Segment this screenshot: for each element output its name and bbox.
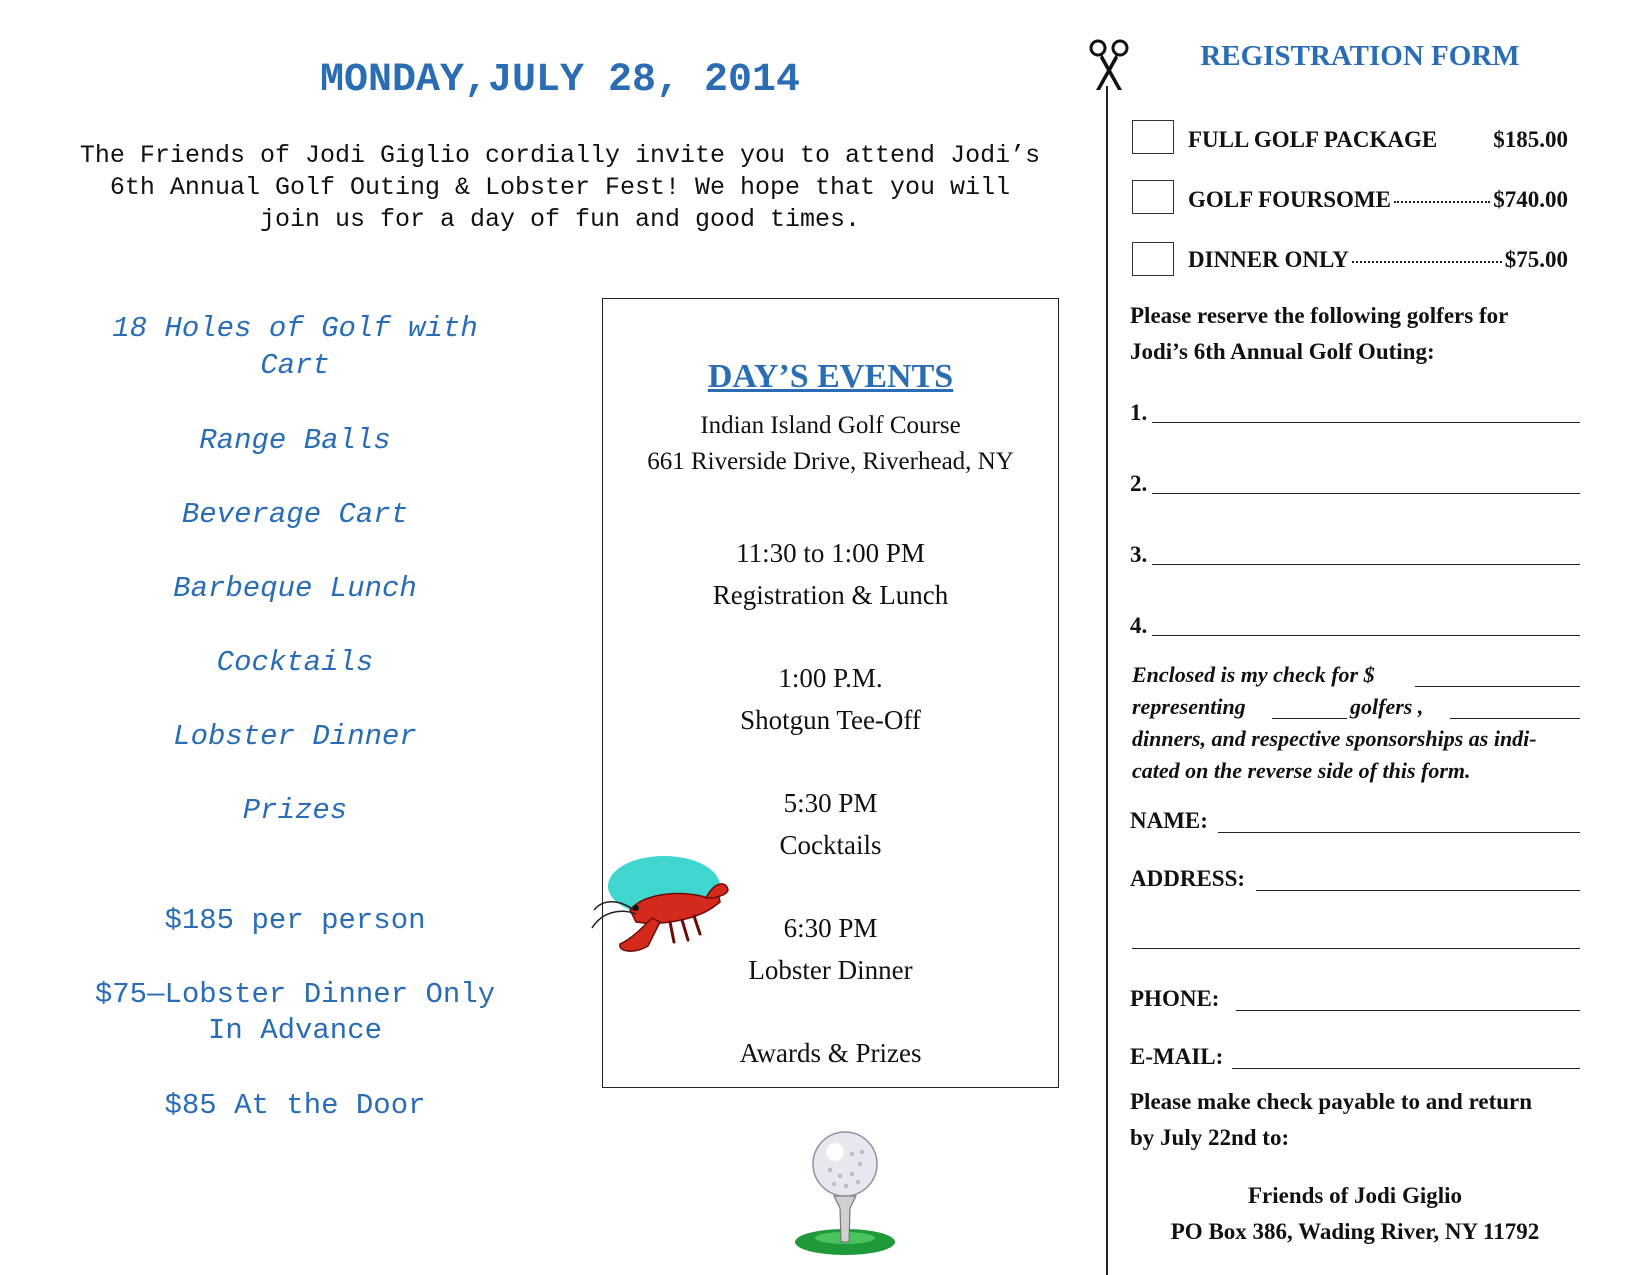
schedule-time-4: 6:30 PM (783, 913, 878, 943)
schedule-time-1: 11:30 to 1:00 PM (736, 538, 925, 568)
event-date-heading: MONDAY,JULY 28, 2014 (319, 58, 801, 103)
payee-name: Friends of Jodi Giglio (1247, 1183, 1463, 1208)
option-full-golf-package (1188, 127, 1568, 153)
reserve-golfers-text: Please reserve the following golfers for (1130, 303, 1509, 328)
check-amount-field[interactable] (1415, 686, 1580, 687)
days-events-title: DAY’S EVENTS (707, 358, 954, 395)
name-field[interactable] (1218, 832, 1580, 833)
amenity-golf-cart: Cart (260, 349, 330, 382)
option-name: FULL GOLF PACKAGE (1188, 127, 1438, 152)
venue-address: 661 Riverside Drive, Riverhead, NY (647, 448, 1014, 475)
amenity-lobster-dinner: Lobster Dinner (173, 720, 417, 753)
schedule-closing: Awards & Prizes (739, 1038, 922, 1068)
golf-ball-on-tee-icon (790, 1124, 900, 1264)
option-golf-foursome (1188, 187, 1568, 213)
schedule-label-2: Shotgun Tee-Off (740, 705, 921, 735)
schedule-label-3: Cocktails (779, 830, 882, 860)
address-label: ADDRESS: (1130, 866, 1246, 891)
dinner-only-checkbox[interactable] (1132, 242, 1174, 276)
address-field[interactable] (1256, 890, 1580, 891)
address-field-line-2[interactable] (1132, 948, 1580, 949)
schedule-time-2: 1:00 P.M. (778, 663, 883, 693)
golfer-1-field[interactable] (1152, 422, 1580, 423)
invitation-text: The Friends of Jodi Giglio cordially invite you to attend Jodi’s 6th Annual Golf Outing & Lobster Fest! We hope that you will join us for a day of fun and good times. (79, 141, 1041, 234)
reverse-side-text: cated on the reverse side of this form. (1132, 758, 1471, 783)
cut-line (1106, 86, 1108, 1275)
golfer-2-field[interactable] (1152, 493, 1580, 494)
golfer-4-field[interactable] (1152, 635, 1580, 636)
amenity-barbeque-lunch: Barbeque Lunch (173, 572, 417, 605)
sponsorship-text: dinners, and respective sponsorships as indi- (1132, 726, 1537, 751)
schedule-label-4: Lobster Dinner (748, 955, 913, 985)
golfer-3-number: 3. (1130, 542, 1148, 567)
full-golf-package-checkbox[interactable] (1132, 120, 1174, 154)
amenity-range-balls: Range Balls (199, 424, 391, 457)
registration-form-title: REGISTRATION FORM (1200, 40, 1520, 72)
golfer-4-number: 4. (1130, 613, 1148, 638)
amenity-beverage-cart: Beverage Cart (181, 498, 409, 531)
option-name: GOLF FOURSOME (1188, 187, 1391, 212)
amenity-prizes: Prizes (242, 794, 348, 827)
price-dinner-only: $75—Lobster Dinner Only (94, 978, 496, 1011)
payable-instructions: Please make check payable to and return (1130, 1089, 1533, 1114)
option-price: $740.00 (1493, 187, 1568, 212)
option-price: $185.00 (1493, 127, 1568, 152)
golfer-3-field[interactable] (1152, 564, 1580, 565)
payee-address: PO Box 386, Wading River, NY 11792 (1170, 1219, 1540, 1244)
amenity-golf: 18 Holes of Golf with (112, 312, 478, 345)
amenity-cocktails: Cocktails (216, 646, 374, 679)
golf-foursome-checkbox[interactable] (1132, 180, 1174, 214)
lobster-illustration (590, 852, 730, 960)
golfer-2-number: 2. (1130, 471, 1148, 496)
email-label: E-MAIL: (1130, 1044, 1224, 1069)
return-deadline: by July 22nd to: (1130, 1125, 1290, 1150)
reserve-golfers-text-2: Jodi’s 6th Annual Golf Outing: (1130, 339, 1435, 364)
option-price: $75.00 (1504, 247, 1568, 272)
check-amount-label: Enclosed is my check for $ (1132, 662, 1375, 687)
dinner-count-field[interactable] (1450, 718, 1580, 719)
schedule-label-1: Registration & Lunch (712, 580, 949, 610)
name-label: NAME: (1130, 808, 1208, 833)
price-in-advance: In Advance (207, 1014, 383, 1047)
price-per-person: $185 per person (164, 904, 426, 937)
phone-field[interactable] (1236, 1010, 1580, 1011)
email-field[interactable] (1232, 1068, 1580, 1069)
representing-label: representing (1132, 694, 1246, 719)
option-dinner-only (1188, 247, 1568, 273)
golfers-label: golfers , (1350, 694, 1424, 719)
phone-label: PHONE: (1130, 986, 1220, 1011)
golfer-1-number: 1. (1130, 400, 1148, 425)
price-at-door: $85 At the Door (164, 1089, 426, 1122)
schedule-time-3: 5:30 PM (783, 788, 878, 818)
option-name: DINNER ONLY (1188, 247, 1349, 272)
venue-name: Indian Island Golf Course (700, 412, 961, 439)
golfer-count-field[interactable] (1272, 718, 1347, 719)
